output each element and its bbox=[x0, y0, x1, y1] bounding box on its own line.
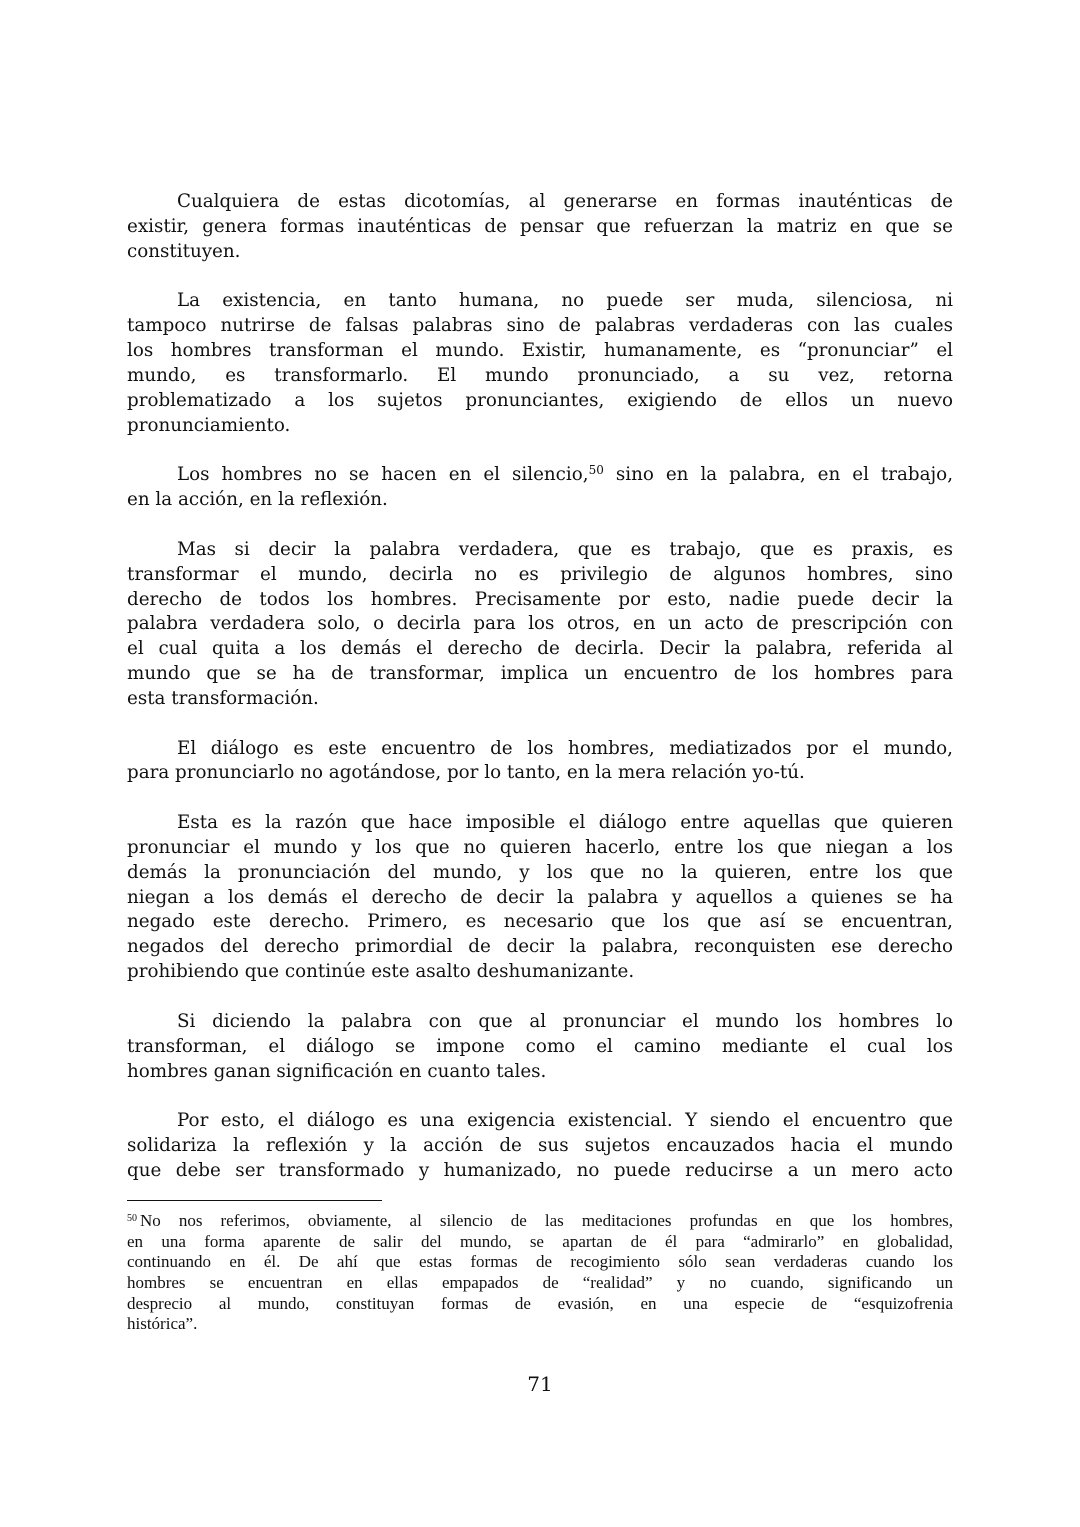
text-line: los hombres transforman el mundo. Existir, humanamente, es “pronunciar” el bbox=[127, 340, 953, 362]
text-line: hombres ganan significación en cuanto tales. bbox=[127, 1060, 547, 1082]
text-line: constituyen. bbox=[127, 240, 241, 262]
text-line: niegan a los demás el derecho de decir la palabra y aquellos a quienes se ha bbox=[127, 886, 953, 908]
footnote-line: histórica”. bbox=[127, 1314, 198, 1334]
text-line: negados del derecho primordial de decir la palabra, reconquisten ese derecho bbox=[127, 936, 953, 958]
footnote-number: 50 bbox=[127, 1213, 137, 1224]
paragraph bbox=[127, 289, 953, 438]
paragraph bbox=[127, 811, 953, 985]
page-number: 71 bbox=[527, 1372, 553, 1396]
text-line: palabra verdadera solo, o decirla para los otros, en un acto de prescripción con bbox=[127, 613, 953, 635]
text-line: que debe ser transformado y humanizado, no puede reducirse a un mero acto bbox=[127, 1159, 953, 1181]
text-line: existir, genera formas inauténticas de pensar que refuerzan la matriz en que se bbox=[127, 215, 953, 237]
text-segment: sino en la palabra, en el trabajo, bbox=[603, 464, 954, 486]
text-line: demás la pronunciación del mundo, y los que no la quieren, entre los que bbox=[127, 861, 953, 883]
text-line: La existencia, en tanto humana, no puede ser muda, silenciosa, ni bbox=[177, 290, 953, 312]
paragraph bbox=[127, 190, 953, 265]
text-line: pronunciar el mundo y los que no quieren hacerlo, entre los que niegan a los bbox=[127, 836, 953, 858]
text-line bbox=[127, 463, 953, 488]
footnote-line: desprecio al mundo, constituyan formas de evasión, en una especie de “esquizofrenia bbox=[127, 1293, 953, 1313]
text-line: pronunciamiento. bbox=[127, 414, 291, 436]
text-line: para pronunciarlo no agotándose, por lo tanto, en la mera relación yo-tú. bbox=[127, 762, 805, 784]
text-segment: No nos referimos, obviamente, al silencio de las meditaciones profundas en que los hombres, bbox=[140, 1211, 953, 1230]
footnote-line: continuando en él. De ahí que estas formas de recogimiento sólo sean verdaderas cuando los bbox=[127, 1252, 953, 1272]
text-line: en la acción, en la reflexión. bbox=[127, 489, 388, 511]
paragraph bbox=[127, 538, 953, 712]
text-segment: Los hombres no se hacen en el silencio, bbox=[177, 464, 589, 486]
text-line: mundo que se ha de transformar, implica un encuentro de los hombres para bbox=[127, 663, 953, 685]
footnote-separator bbox=[127, 1200, 382, 1201]
text-line: negado este derecho. Primero, es necesario que los que así se encuentran, bbox=[127, 911, 953, 933]
footnote-line bbox=[127, 1211, 953, 1232]
text-line: Esta es la razón que hace imposible el diálogo entre aquellas que quieren bbox=[177, 812, 953, 834]
text-line: prohibiendo que continúe este asalto deshumanizante. bbox=[127, 961, 635, 983]
footnote-line: hombres se encuentran en ellas empapados de “realidad” y no cuando, significando un bbox=[127, 1273, 953, 1293]
text-line: transformar el mundo, decirla no es privilegio de algunos hombres, sino bbox=[127, 563, 953, 585]
text-line: mundo, es transformarlo. El mundo pronunciado, a su vez, retorna bbox=[127, 364, 953, 386]
text-line: Mas si decir la palabra verdadera, que es trabajo, que es praxis, es bbox=[177, 538, 953, 560]
paragraph bbox=[127, 1010, 953, 1085]
footnote-reference: 50 bbox=[588, 463, 604, 478]
text-line: Cualquiera de estas dicotomías, al generarse en formas inauténticas de bbox=[177, 191, 953, 212]
text-line: El diálogo es este encuentro de los hombres, mediatizados por el mundo, bbox=[177, 737, 953, 759]
text-line: transforman, el diálogo se impone como el camino mediante el cual los bbox=[127, 1035, 953, 1057]
text-line: Por esto, el diálogo es una exigencia existencial. Y siendo el encuentro que bbox=[177, 1110, 953, 1132]
text-line: Si diciendo la palabra con que al pronunciar el mundo los hombres lo bbox=[177, 1010, 953, 1032]
text-line: problematizado a los sujetos pronunciantes, exigiendo de ellos un nuevo bbox=[127, 389, 953, 411]
paragraph bbox=[127, 1109, 953, 1184]
footnote bbox=[127, 1211, 953, 1335]
paragraph bbox=[127, 737, 953, 787]
text-line: el cual quita a los demás el derecho de decirla. Decir la palabra, referida al bbox=[127, 638, 953, 660]
footnote-line: en una forma aparente de salir del mundo, se apartan de él para “admirarlo” en globalidad, bbox=[127, 1231, 953, 1251]
body-text bbox=[127, 190, 953, 1209]
text-line: esta transformación. bbox=[127, 687, 319, 709]
text-line: derecho de todos los hombres. Precisamente por esto, nadie puede decir la bbox=[127, 588, 953, 610]
text-line: solidariza la reflexión y la acción de sus sujetos encauzados hacia el mundo bbox=[127, 1135, 953, 1157]
text-line: tampoco nutrirse de falsas palabras sino de palabras verdaderas con las cuales bbox=[127, 315, 953, 337]
paragraph bbox=[127, 463, 953, 513]
